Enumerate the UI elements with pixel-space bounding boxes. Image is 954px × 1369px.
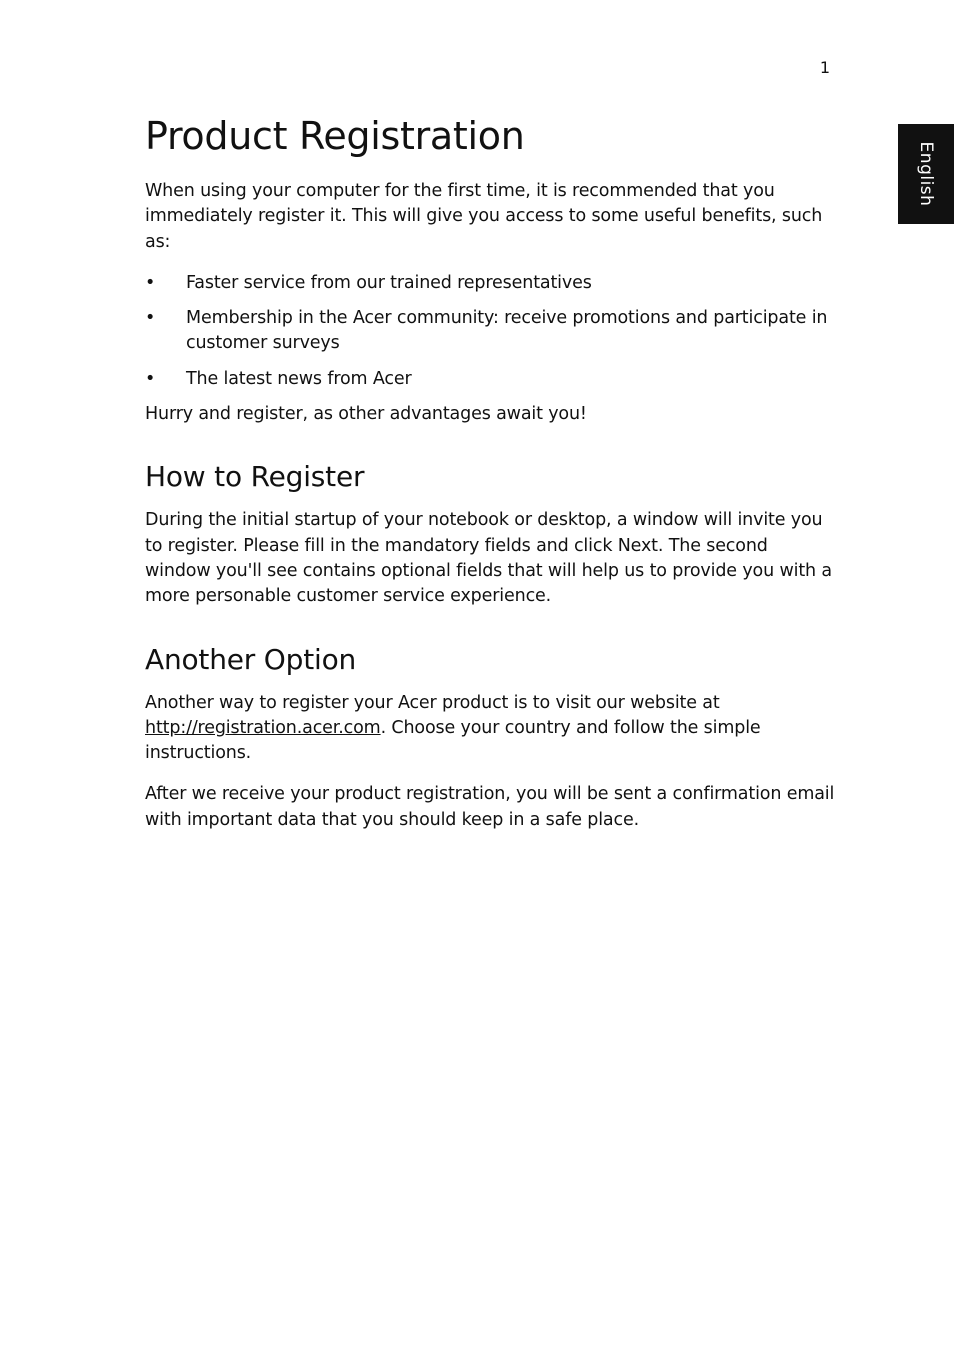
page-title: Product Registration: [145, 114, 525, 158]
benefit-text: Membership in the Acer community: receive promotions and participate in customer surveys: [186, 308, 828, 354]
another-option-text-before: Another way to register your Acer product is to visit our website at: [145, 692, 720, 713]
how-to-register-body: During the initial startup of your notebook or desktop, a window will invite you to register. Please fill in the mandatory fields and click Next. The second window you'll see contains optional fields that will help us to provide you with a more personable customer service experience.: [145, 510, 832, 607]
benefit-text: The latest news from Acer: [186, 368, 412, 389]
page-number: 1: [819, 58, 830, 77]
registration-intro: When using your computer for the first time, it is recommended that you immediately register it. This will give you access to some useful benefits, such as:: [145, 181, 823, 252]
list-item: [145, 271, 835, 296]
language-tab-label: English: [916, 141, 936, 207]
confirmation-note: After we receive your product registration, you will be sent a confirmation email with important data that you should keep in a safe place.: [145, 784, 835, 830]
section-title-how-to-register: How to Register: [145, 460, 365, 494]
bullet-icon: •: [145, 308, 156, 329]
language-tab: [898, 124, 954, 224]
registration-closing: Hurry and register, as other advantages await you!: [145, 404, 587, 425]
benefits-list: [145, 271, 835, 392]
section-spacer: [145, 626, 835, 640]
section-title-another-option: Another Option: [145, 642, 357, 676]
another-option-text-after: . Choose your country and follow the simple instructions.: [145, 717, 761, 764]
registration-link[interactable]: http://registration.acer.com: [145, 717, 381, 738]
bullet-icon: •: [145, 272, 156, 293]
list-item: [145, 367, 835, 392]
section-spacer: [145, 443, 835, 457]
bullet-icon: •: [145, 368, 156, 389]
list-item: [145, 306, 835, 357]
page-content: [145, 110, 835, 849]
another-option-body: [145, 691, 835, 767]
benefit-text: Faster service from our trained representatives: [186, 272, 592, 293]
